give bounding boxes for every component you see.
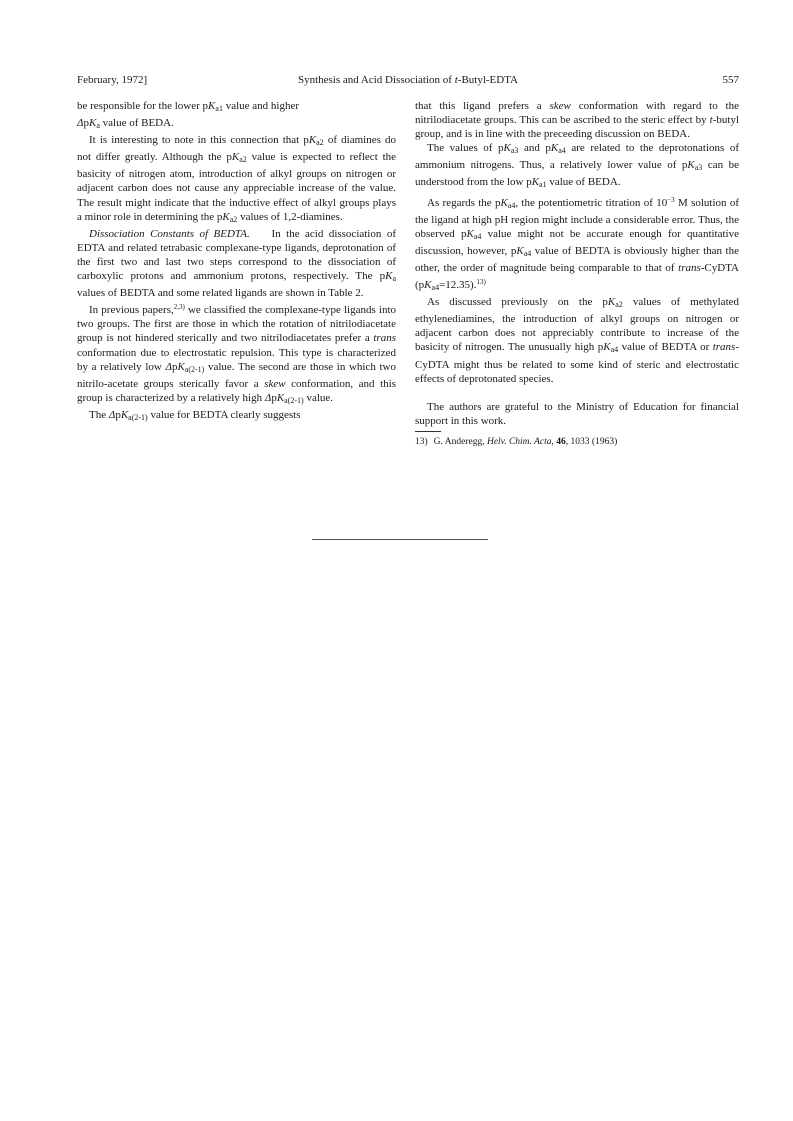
footnote-number: 13) — [415, 436, 428, 447]
footnote-divider — [415, 431, 441, 432]
footnote-13: 13) G. Anderegg, Helv. Chim. Acta, 46, 1033 (1963) — [415, 436, 618, 447]
paragraph-dissociation-constants: Dissociation Constants of BEDTA. In the acid dissociation of EDTA and related tetrabasic complexane-type ligands, deprotonation of the first two and last two steps correspond to the dissociation of carboxylic protons and ammonium protons, respectively. The $pK_a$ values of BEDTA and some related ligands are shown in Table 2. — [77, 227, 396, 300]
left-column — [77, 99, 396, 425]
paragraph-pka3-pka4: The values of $pK_{a3}$ and $pK_{a4}$ are related to the deprotonations of ammonium nitrogens. Thus, a relatively lower value of $pK_{a3}$ can be understood from the low $pK_{a1}$ value of BEDA. — [415, 142, 739, 190]
paragraph-diamines-pka2: It is interesting to note in this connection that $pK_{a2}$ of diamines do not differ greatly. Although the $pK_{a2}$ value is expected to reflect the basicity of nitrogen atom, introduction of alkyl groups on nitrogen or adjacent carbon does not cause any appreciable increase of the value. The result might indicate that the inductive effect of alkyl groups plays a minor role in determining the $pK_{a2}$ values of 1,2-diamines. — [77, 134, 397, 224]
paragraph-continued: be responsible for the lower $pK_{a1}$ value and higher ΔpK$_a$ value of BEDA. — [77, 100, 300, 131]
right-column — [415, 99, 739, 448]
header-page-number: 557 — [722, 74, 739, 86]
section-heading: Dissociation Constants of BEDTA. — [89, 227, 250, 240]
paragraph-methylated-diamines: As discussed previously on the $pK_{a2}$ values of methylated ethylenediamines, the introduction of alkyl groups on nitrogen or adjacent carbon does not appreciably contribute to increase of the basicity of nitrogen. The unusually high $pK_{a4}$ value of BEDTA or trans-CyDTA might thus be related to some kind of steric and electrostatic effects of deprotonated species. — [415, 296, 740, 385]
page-end-divider — [312, 539, 488, 540]
paragraph-classification: In previous papers,$^{2,3)}$ we classified the complexane-type ligands into two groups. The first are those in which the rotation of nitrilodiacetate group is not hindered sterically and two nitrilodiacetates prefer a trans conformation due to electrostatic repulsion. This type is characterized by a relatively low ΔpK$_{a(2-1)}$ value. The second are those in which two nitrilo-acetate groups sterically favor a skew conformation, and this group is characterized by a relatively high ΔpK$_{a(2-1)}$ value. — [77, 303, 397, 405]
header-title: Synthesis and Acid Dissociation of t-Butyl-EDTA — [297, 74, 519, 86]
acknowledgement: The authors are grateful to the Ministry of Education for financial support in this work. — [415, 400, 739, 427]
paragraph-titration: As regards the $pK_{a4}$, the potentiometric titration of $10^{-3}$ M solution of the ligand at high pH region might include a considerable error. Thus, the observed $pK_{a4}$ value might not be accurate enough for quantitative discussion, however, $pK_{a4}$ value of BEDTA is obviously higher than the other, the order of magnitude being comparable to that of trans-CyDTA $(pK_{a4}=12.35).^{13)}$ — [415, 195, 739, 293]
paragraph-bedta-start: The ΔpK$_{a(2-1)}$ value for BEDTA clearly suggests — [89, 408, 301, 422]
header-date: February, 1972] — [77, 74, 148, 86]
running-header — [77, 72, 739, 88]
paragraph-skew-conformation: that this ligand prefers a skew conformation with regard to the nitrilodiacetate groups. This can be ascribed to the steric effect by t-butyl group, and is in line with the preceeding discussion on BEDA. — [415, 100, 739, 141]
